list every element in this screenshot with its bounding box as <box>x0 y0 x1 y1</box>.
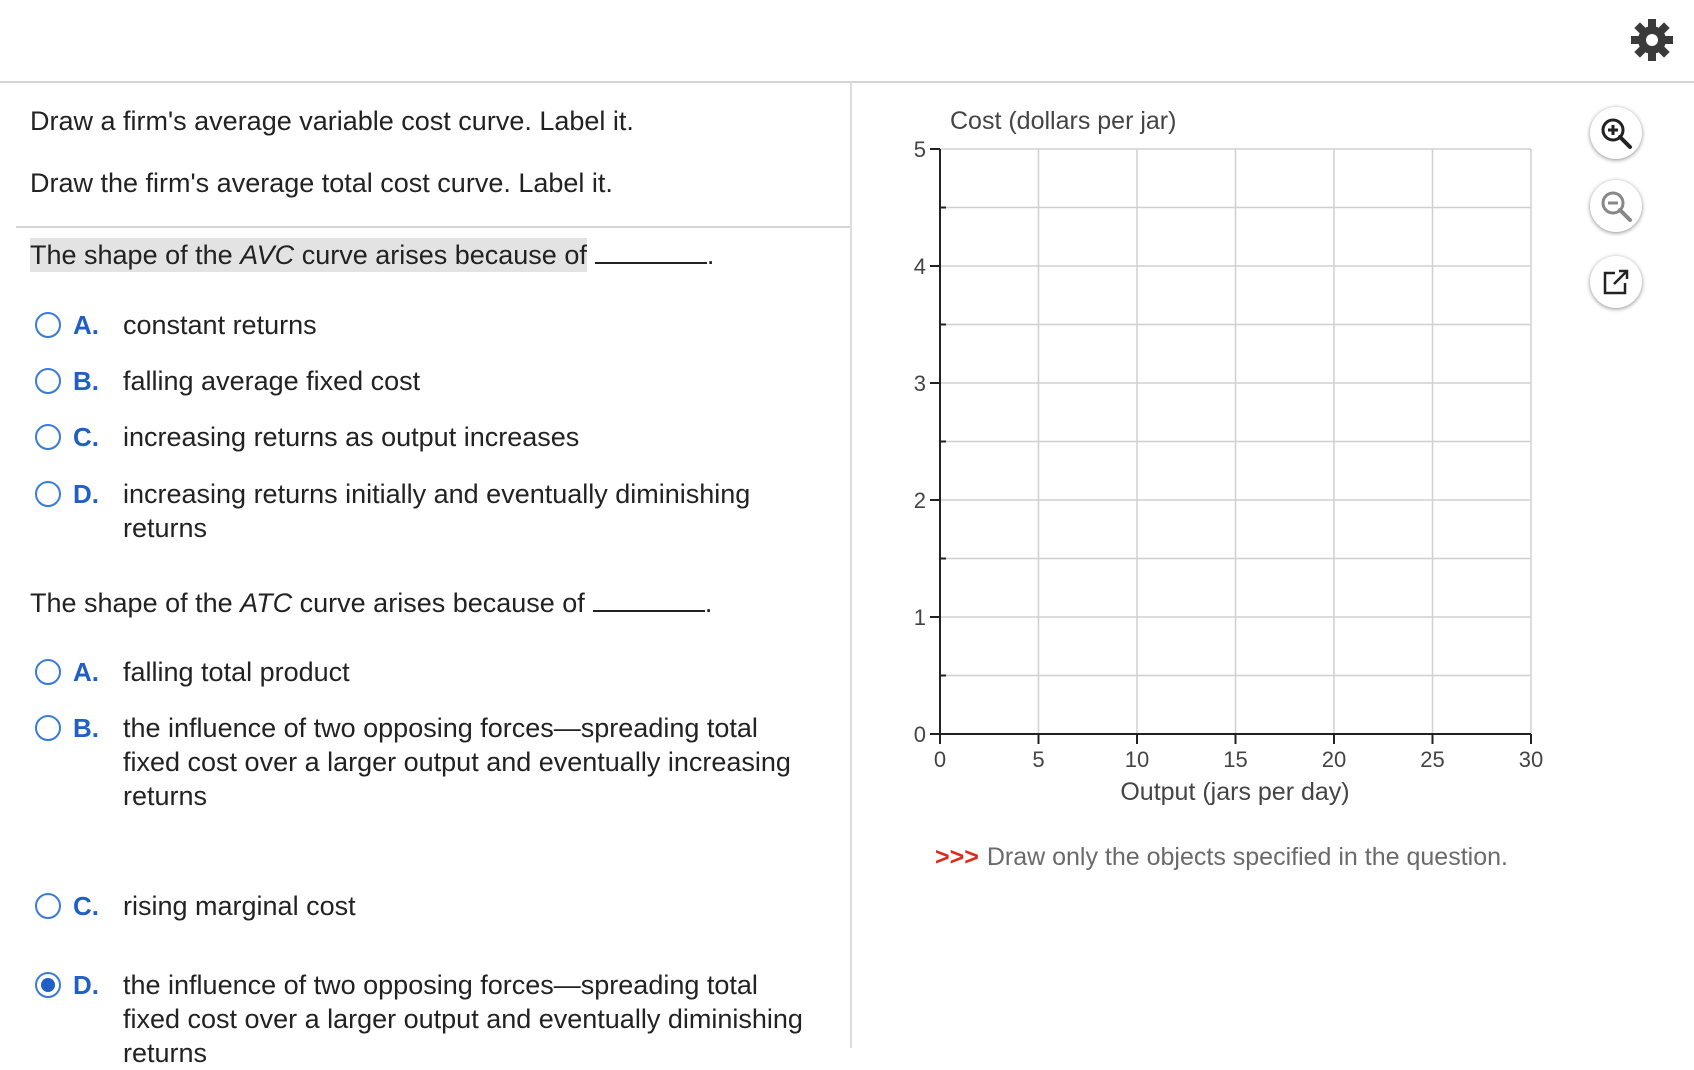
option-text: falling total product <box>123 657 350 687</box>
option-text: rising marginal cost <box>123 891 356 921</box>
x-tick-label: 5 <box>1032 747 1045 772</box>
y-tick-label: 1 <box>913 605 926 630</box>
zoom-in-icon[interactable] <box>1590 107 1642 159</box>
x-tick-label: 10 <box>1124 747 1150 772</box>
popout-icon[interactable] <box>1590 256 1642 308</box>
y-axis-label: Cost (dollars per jar) <box>950 107 1177 135</box>
x-axis-label: Output (jars per day) <box>1120 778 1350 806</box>
instruction-avc: Draw a firm's average variable cost curve. Label it. <box>30 106 634 136</box>
y-tick-label: 0 <box>913 722 926 747</box>
option-letter: A. <box>73 657 99 687</box>
option-letter: D. <box>73 479 99 509</box>
note-text: Draw only the objects specified in the question. <box>986 843 1508 871</box>
option-letter: D. <box>73 970 99 1000</box>
x-tick-label: 0 <box>933 747 947 772</box>
option-letter: B. <box>73 713 99 743</box>
x-tick-label: 15 <box>1223 747 1248 772</box>
zoom-out-icon[interactable] <box>1590 180 1642 232</box>
y-tick-label: 4 <box>913 254 926 279</box>
x-tick-label: 25 <box>1420 747 1445 772</box>
y-tick-label: 2 <box>913 488 926 513</box>
option-text: increasing returns initially and eventually diminishing returns <box>123 479 751 543</box>
option-text: the influence of two opposing forces—spreading total fixed cost over a larger output and eventually diminishing returns <box>123 970 803 1068</box>
instruction-note <box>935 843 1508 872</box>
option-text: constant returns <box>123 310 317 340</box>
option-text: the influence of two opposing forces—spreading total fixed cost over a larger output and eventually increasing returns <box>123 713 791 811</box>
option-letter: A. <box>73 310 99 340</box>
option-text: increasing returns as output increases <box>123 422 580 452</box>
question-atc-stem: The shape of the ATC curve arises because of . <box>30 588 713 618</box>
option-text: falling average fixed cost <box>123 366 421 396</box>
question-avc-stem: The shape of the AVC curve arises because of . <box>30 240 715 270</box>
option-letter: B. <box>73 366 99 396</box>
question-avc-stem-text: The shape of the AVC curve arises because of <box>30 240 587 270</box>
option-letter: C. <box>73 422 99 452</box>
x-tick-label: 20 <box>1321 747 1347 772</box>
y-tick-label: 5 <box>913 137 926 162</box>
note-arrows: >>> <box>935 843 979 871</box>
x-tick-label: 30 <box>1518 747 1544 772</box>
option-letter: C. <box>73 891 99 921</box>
instruction-atc: Draw the firm's average total cost curve. Label it. <box>30 168 613 198</box>
y-tick-label: 3 <box>913 371 926 396</box>
